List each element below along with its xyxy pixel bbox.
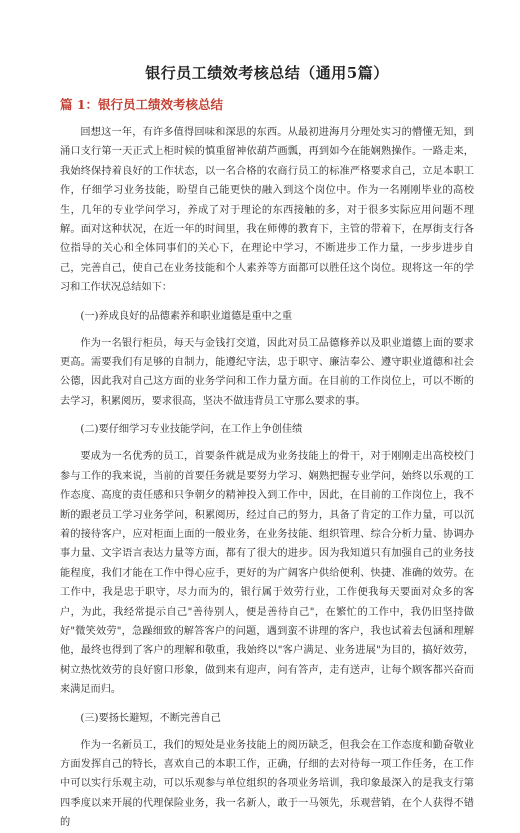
- subheading-3: (三)要扬长避短，不断完善自己: [80, 712, 221, 724]
- paragraph-1: 作为一名银行柜员，每天与金钱打交道，因此对员工品德修养以及职业道德上面的要求更高。需要我们有足够的自制力，能遵纪守法，忠于职守、廉洁奉公、遵守职业道德和社会公德，因此我对自己这方面的业务学问和工作力量方面。在目前的工作岗位上，可以不断的去学习，积累阅历，要求很高，坚决不做违背员工守那么要求的事。: [60, 337, 474, 407]
- paragraph-3: 作为一名新员工，我们的短处是业务技能上的阅历缺乏，但我会在工作态度和勤奋敬业方面发挥自己的特长，喜欢自己的本职工作，正确，仔细的去对待每一项工作任务，在工作中可以实行乐观主动，可以乐观参与单位组织的各项业务培训，我印象最深入的是我支行第四季度以来开展的代理保险业务，我一名新人，敢于一马领先，乐观营销，在个人获得不错的: [60, 739, 474, 829]
- subheading-2: (二)要仔细学习专业技能学问，在工作上争创佳绩: [80, 424, 303, 436]
- subheading-1: (一)养成良好的品德素养和职业道德是重中之重: [80, 310, 293, 322]
- document-title: 银行员工绩效考核总结（通用5篇）: [145, 64, 389, 82]
- section-heading: 篇 1：银行员工绩效考核总结: [60, 97, 224, 112]
- intro-paragraph: 回想这一年，有许多值得回味和深思的东西。从最初进海月分理处实习的懵懂无知，到涌口支行第一天正式上柜时候的慎重留神依葫芦画瓢，再到如今在能娴熟操作。一路走来，我始终保持着良好的工作状态，以一名合格的农商行员工的标准严格要求自己，立足本职工作，仔细学习业务技能，盼望自己能更快的融入到这个岗位中。作为一名刚刚毕业的高校生，几年的专业学问学习，养成了对于理论的东西接触的多，对于很多实际应用问题不理解。面对这种状况，在近一年的时间里，我在师傅的教育下，主管的带着下，在厚街支行各位指导的关心和全体同事们的关心下，在理论中学习，不断进步工作力量，一步步进步自己，完善自己，使自己在业务技能和个人素养等方面都可以胜任这个岗位。现将这一年的学习和工作状况总结如下：: [60, 127, 474, 294]
- paragraph-2: 要成为一名优秀的员工，首要条件就是成为业务技能上的骨干，对于刚刚走出高校校门参与工作的我来说，当前的首要任务就是要努力学习、娴熟把握专业学问，始终以乐观的工作态度、高度的责任感和只争朝夕的精神投入到工作中，因此，在目前的工作岗位上，我不断的跟老员工学习业务学问，积累阅历，经过自己的努力，具备了肯定的工作力量，可以沉着的接待客户，应对柜面上面的一般业务，在业务技能、组织管理、综合分析力量、协调办事力量、文字语言表达力量等方面，都有了很大的进步。因为我知道只有加强自己的业务技能程度，我们才能在工作中得心应手，更好的为广阔客户供给便利、快捷、准确的效劳。在工作中，我是忠于职守，尽力而为的，银行属于效劳行业，工作便我每天要面对众多的客户，为此，我经常提示自己"善待别人，便是善待自己"，在繁忙的工作中，我仍旧坚持做好"微笑效劳"，急躁细致的解答客户的问题，遇到蛮不讲理的客户，我也试着去包涵和理解他，最终也得到了客户的理解和敬重，我始终以"客户满足、业务进展"为目的，搞好效劳，树立热忱效劳的良好窗口形象，做到来有迎声，问有答声，走有送声，让每个顾客都兴奋而来满足而归。: [60, 451, 474, 696]
